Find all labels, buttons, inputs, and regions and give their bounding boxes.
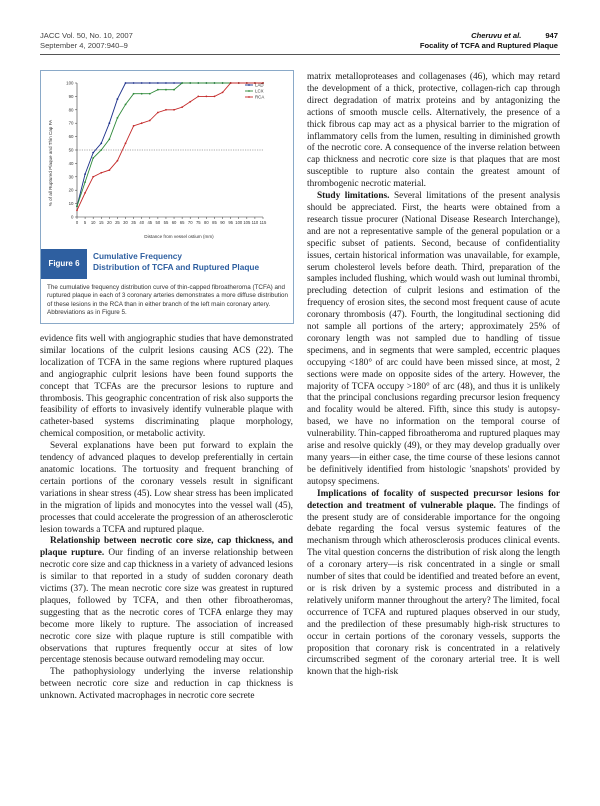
left-text-column [40, 334, 293, 703]
data-point-lad [141, 82, 143, 84]
data-point-lcx [108, 138, 110, 140]
data-point-lcx [197, 82, 199, 84]
y-tick-label: 30 [68, 174, 74, 180]
x-tick-label: 105 [243, 220, 251, 225]
data-point-rca [76, 209, 78, 211]
data-point-lcx [125, 104, 127, 106]
data-point-lad [108, 122, 110, 124]
data-point-rca [205, 96, 207, 98]
y-tick-label: 100 [66, 80, 74, 86]
data-point-lcx [100, 149, 102, 151]
data-point-rca [238, 82, 240, 84]
figure-title-line1: Cumulative Frequency [93, 251, 182, 261]
y-tick-label: 70 [68, 120, 74, 126]
paragraph-text: Several limitations of the present analysis should be appreciated. First, the hearts were obtained from a research tissue procurer (National Disease Research Interchange), and are not a representative sample of the general population or a specific subset of patients. Second, because of confidentiality issues, certain historical information was unavailable, for example, serum cholesterol levels before death. Third, preparation of the samples included flushing, which would wash out luminal thrombi, precluding detection of culprit lesions and estimation of the frequency of erosion sites, the second most frequent cause of acute coronary thrombosis (47). Fourth, the longitudinal sectioning did not sample all portions of the artery; approximately 25% of coronary length was not sampled due to handling of tissue specimens, and in segments that were sampled, eccentric plaques occupying <180° of arc could have been missed since, at most, 2 sections were made on opposite sides of the artery. However, the majority of TCFA occupy >180° of arc (48), and thus it is unlikely that the principal conclusions regarding precursor lesion frequency and focality would be altered. Fifth, since this study is autopsy-based, we have no information on the temporal course of vulnerability. Thin-capped fibroatheroma and ruptured plaques may arise and resolve quickly (49), or they may develop gradually over many years—in either case, the time course of these lesions cannot be definitively identified from histologic 'snapshots' provided by autopsy specimens. [307, 191, 560, 487]
x-tick-label: 95 [228, 220, 233, 225]
journal-date-pages: September 4, 2007:940–9 [40, 41, 128, 50]
x-tick-label: 75 [195, 220, 201, 225]
data-point-rca [165, 109, 167, 111]
data-point-rca [189, 101, 191, 103]
right-text-column [307, 72, 560, 679]
series-line-rca [77, 83, 263, 210]
right-paragraph [307, 489, 560, 680]
data-point-rca [157, 112, 159, 114]
left-paragraph [40, 536, 293, 667]
paragraph-text: matrix metalloproteases and collagenases (46), which may retard the development of a thick, protective, collagen-rich cap through direct degradation of matrix proteins and by antagonizing the actions of smooth muscle cells. Alternatively, the presence of a thick fibrous cap may act as a physical barrier to the migration of inflammatory cells from the lumen, resulting in diminished growth of the necrotic core. A consequence of the inverse relation between cap thickness and necrotic core size is that plaques that are most susceptible to rupture also contain the greatest amount of thrombogenic necrotic material. [307, 72, 560, 190]
data-point-rca [125, 142, 127, 144]
data-point-lad [133, 82, 135, 84]
data-point-lcx [141, 93, 143, 95]
x-tick-label: 5 [83, 220, 87, 225]
data-point-lad [165, 82, 167, 84]
data-point-rca [108, 169, 110, 171]
y-axis-label: % of all Ruptured Plaque and Thin Cap FA [48, 119, 53, 207]
x-tick-label: 25 [115, 220, 120, 225]
journal-volume: JACC Vol. 50, No. 10, 2007 [40, 31, 133, 40]
x-tick-label: 20 [107, 220, 112, 225]
left-paragraph [40, 441, 293, 536]
x-tick-label: 0 [75, 220, 79, 225]
x-tick-label: 65 [179, 220, 185, 225]
data-point-lad [117, 98, 119, 100]
data-point-rca [173, 109, 175, 111]
data-point-lcx [222, 82, 224, 84]
data-point-lad [125, 82, 127, 84]
data-point-lcx [205, 82, 207, 84]
data-point-lcx [84, 181, 86, 183]
data-point-rca [84, 192, 86, 194]
legend-marker-rca [248, 96, 250, 98]
y-tick-label: 90 [68, 93, 74, 99]
data-point-lad [157, 82, 159, 84]
x-tick-label: 90 [220, 220, 225, 225]
paragraph-text: The findings of the present study are of considerable importance for the ongoing debate regarding the focal versus systemic features of the mechanism through which atherosclerosis produces clinical events. The vital question concerns the distribution of risk along the length of a coronary artery—is risk concentrated in a single or small number of sites that could be identified and treated before an event, or is risk driven by a systemic process and distributed in a relatively uniform manner throughout the artery? The limited, focal occurrence of TCFA and ruptured plaques observed in our study, and the predilection of these presumably high-risk structures to occur in certain portions of the coronary vessels, supports the proposition that coronary risk is concentrated in a relatively circumscribed segment of the coronary arterial tree. It is well known that the high-risk [307, 500, 561, 678]
x-tick-label: 50 [155, 220, 161, 225]
section-heading: Study limitations. [317, 191, 390, 202]
chart-svg [41, 71, 293, 243]
data-point-lcx [165, 89, 167, 91]
right-paragraph [307, 191, 560, 489]
right-paragraph [307, 72, 560, 191]
figure-caption: The cumulative frequency distribution curve of thin-capped fibroatheroma (TCFA) and ruptured plaque in each of 3 coronary arteries demonstrates a more diffuse distribution of these lesions in the RCA than in either branch of the left main coronary artery. Abbreviations as in Figure 5. [47, 284, 289, 317]
data-point-rca [100, 172, 102, 174]
paragraph-text: Our finding of an inverse relationship between necrotic core size and cap thickness in a variety of advanced lesions is similar to that reported in a study of sudden coronary death victims (37). The mean necrotic core size was greatest in ruptured plaques, followed by TCFA, and then other fibroatheromas, suggesting that as the necrotic cores of TCFA enlarge they may become more likely to rupture. The association of increased necrotic core size with plaque rupture is still compatible with observations that ruptures frequently occur at sites of low percentage stenosis because outward remodeling may occur. [40, 548, 293, 666]
data-point-rca [133, 125, 135, 127]
data-point-lad [149, 82, 151, 84]
y-tick-label: 40 [68, 160, 74, 166]
data-point-lcx [173, 89, 175, 91]
figure-title [93, 251, 289, 273]
y-tick-label: 0 [71, 214, 74, 220]
data-point-rca [230, 82, 232, 84]
y-tick-label: 60 [68, 134, 74, 140]
chart [41, 71, 293, 243]
x-tick-label: 10 [90, 220, 96, 225]
data-point-rca [181, 106, 183, 108]
paragraph-text: The pathophysiology underlying the inverse relationship between necrotic core size and reduction in cap thickness is unknown. Activated macrophages in necrotic core secrete [40, 667, 293, 702]
running-header-left [40, 31, 133, 51]
data-point-rca [141, 122, 143, 124]
data-point-rca [214, 96, 216, 98]
y-tick-label: 50 [68, 147, 74, 153]
data-point-lcx [189, 82, 191, 84]
y-tick-label: 20 [68, 187, 74, 193]
data-point-lad [173, 82, 175, 84]
data-point-rca [92, 176, 94, 178]
data-point-lcx [157, 89, 159, 91]
data-point-lcx [181, 82, 183, 84]
section-heading: Relationship between necrotic core size, cap thickness, and plaque rupture. [40, 536, 293, 559]
paragraph-text: Several explanations have been put forward to explain the tendency of advanced plaques to develop preferentially in certain anatomic locations. The tortuosity and frequent branching of certain portions of the coronary vessels result in significant variations in shear stress (45). Low shear stress has been implicated in the migration of lipids and monocytes into the vessel wall (45), processes that could accelerate the progression of an atherosclerotic lesion towards a TCFA and ruptured plaque. [40, 441, 293, 535]
left-paragraph [40, 334, 293, 441]
data-point-rca [149, 120, 151, 122]
data-point-lcx [133, 93, 135, 95]
legend-label-rca: RCA [255, 94, 265, 100]
paragraph-text: evidence fits well with angiographic studies that have demonstrated similar locations of the culprit lesions causing ACS (22). The localization of TCFA in the same regions where ruptured plaques and angiographic culprit lesions have been found supports the concept that TCFAs are the precursor lesions to rupture and thrombosis. This geographic concentration of risk also supports the feasibility of efforts to invasively identify vulnerable plaque with catheter-based systems discriminating plaque morphology, chemical composition, or metabolic activity. [40, 334, 293, 440]
short-title: Focality of TCFA and Ruptured Plaque [419, 41, 558, 50]
x-tick-label: 15 [98, 220, 104, 225]
x-tick-label: 85 [212, 220, 217, 225]
data-point-lcx [214, 82, 216, 84]
legend-marker-lcx [248, 90, 250, 92]
x-tick-label: 110 [251, 220, 259, 225]
data-point-lcx [149, 93, 151, 95]
x-tick-label: 40 [139, 220, 145, 225]
data-point-lad [92, 152, 94, 154]
data-point-lcx [76, 205, 78, 207]
figure-label: Figure 6 [41, 249, 87, 279]
x-tick-label: 60 [171, 220, 177, 225]
x-tick-label: 55 [163, 220, 169, 225]
x-tick-label: 100 [235, 220, 243, 225]
x-tick-label: 45 [147, 220, 153, 225]
figure-6 [40, 70, 294, 324]
data-point-rca [197, 96, 199, 98]
figure-heading [41, 249, 293, 279]
data-point-lcx [92, 157, 94, 159]
legend-label-lcx: LCX [255, 88, 264, 94]
x-axis-label: Distance from vessel ostium (mm) [144, 234, 214, 239]
data-point-lad [100, 142, 102, 144]
data-point-lad [84, 173, 86, 175]
y-tick-label: 80 [68, 107, 74, 113]
series-line-lcx [77, 83, 263, 206]
legend-marker-lad [248, 84, 250, 86]
x-tick-label: 30 [123, 220, 128, 225]
y-tick-label: 10 [68, 201, 74, 207]
left-paragraph [40, 667, 293, 703]
x-tick-label: 115 [259, 220, 267, 225]
figure-title-line2: Distribution of TCFA and Ruptured Plaque [93, 262, 260, 272]
legend-label-lad: LAD [255, 82, 264, 88]
header-rule [40, 54, 560, 55]
author-line: Cheruvu et al. [471, 31, 522, 40]
section-heading: Implications of focality of suspected precursor lesions for detection and treatment of vulnerable plaque. [307, 488, 560, 511]
data-point-lcx [117, 117, 119, 119]
x-tick-label: 80 [204, 220, 209, 225]
data-point-rca [222, 91, 224, 93]
x-tick-label: 70 [187, 220, 193, 225]
x-tick-label: 35 [131, 220, 136, 225]
page-number: 947 [545, 31, 558, 40]
running-header-right [420, 31, 558, 51]
data-point-rca [117, 160, 119, 162]
data-point-rca [246, 82, 248, 84]
